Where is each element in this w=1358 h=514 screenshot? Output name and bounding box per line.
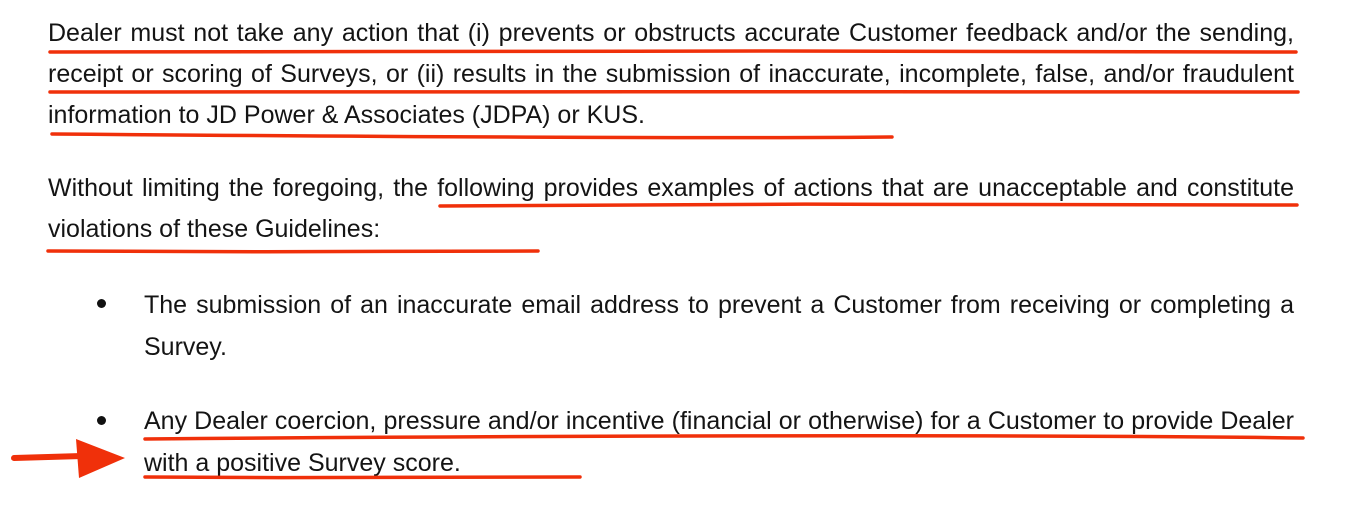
bullet-dot: [97, 416, 106, 425]
bullet-dot: [97, 299, 106, 308]
bullet-dealer-coercion: Any Dealer coercion, pressure and/or incentive (financial or otherwise) for a Customer to provide Dealer with a positive Survey score.: [144, 407, 1294, 477]
underline-mark: [48, 251, 538, 252]
arrow-right-icon: [14, 439, 125, 478]
paragraph-accurate-feedback: Dealer must not take any action that (i) prevents or obstructs accurate Customer feedback and/or the sending, receipt or scoring of Surveys, or (ii) results in the submission of inaccurate, incomplete, false, and/or fraudulent information to JD Power & Associates (JDPA) or KUS.: [48, 19, 1294, 129]
arrow-shaft: [14, 456, 82, 458]
paragraph-examples-intro: Without limiting the foregoing, the following provides examples of actions that are unacceptable and constitute violations of these Guidelines:: [48, 174, 1294, 243]
arrow-head: [76, 439, 125, 478]
bullet-inaccurate-email: The submission of an inaccurate email address to prevent a Customer from receiving or completing a Survey.: [144, 291, 1294, 361]
